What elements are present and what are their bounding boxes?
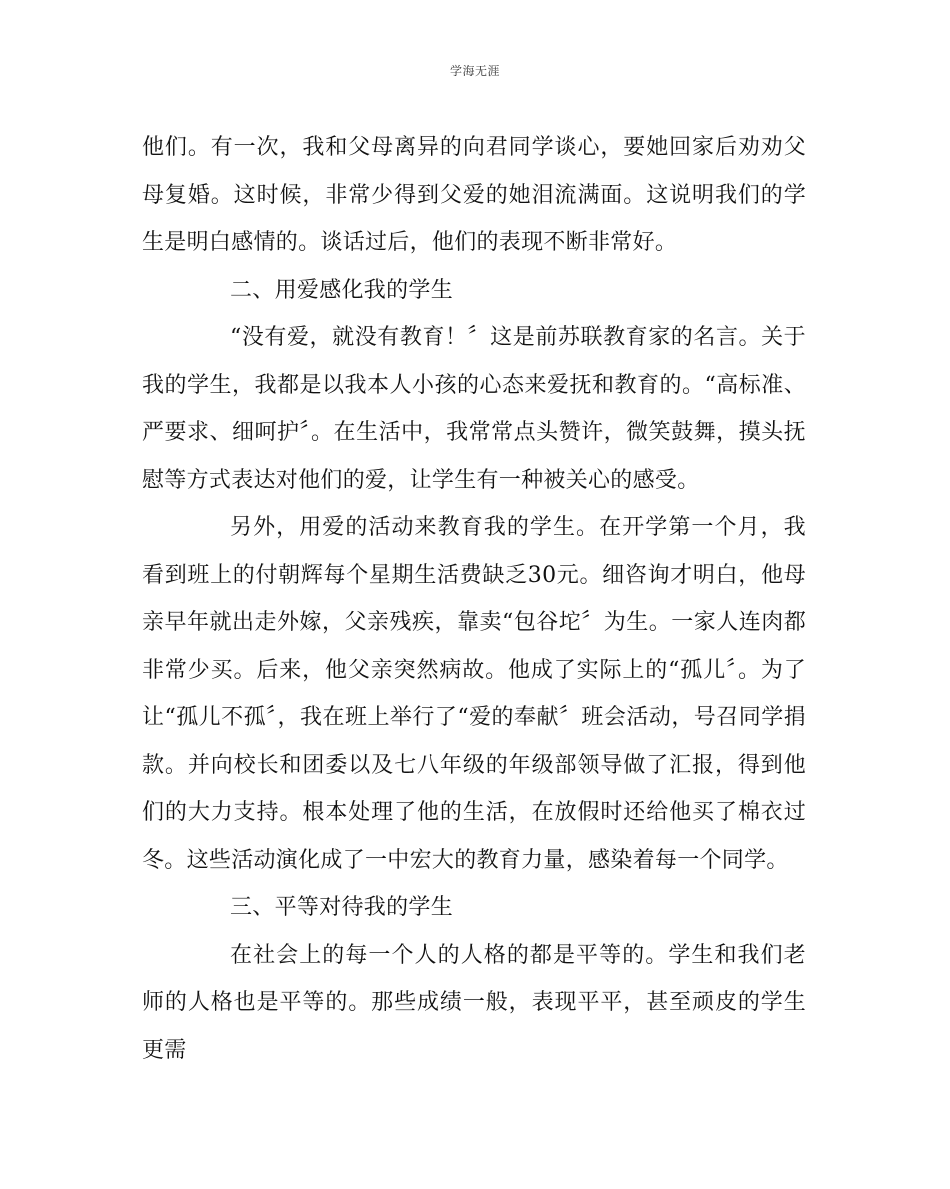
paragraph-equality: 在社会上的每一个人的人格的都是平等的。学生和我们老师的人格也是平等的。那些成绩一般，表现平平，甚至顽皮的学生更需 — [142, 942, 806, 1063]
paragraph-love-education: “没有爱，就没有教育！〞这是前苏联教育家的名言。关于我的学生，我都是以我本人小孩的心态来爱抚和教育的。“高标准、严要求、细呵护〞。在生活中，我常常点头赞许，微笑鼓舞，摸头抚慰等方式表达对他们的爱，让学生有一种被关心的感受。 — [142, 325, 806, 493]
section-heading-3: 三、平等对待我的学生 — [230, 895, 454, 920]
paragraph-continuation: 他们。有一次，我和父母离异的向君同学谈心，要她回家后劝劝父母复婚。这时候，非常少得到父爱的她泪流满面。这说明我们的学生是明白感情的。谈话过后，他们的表现不断非常好。 — [142, 135, 806, 255]
section-heading-2: 二、用爱感化我的学生 — [230, 277, 454, 303]
paragraph-love-activities: 另外，用爱的活动来教育我的学生。在开学第一个月，我看到班上的付朝辉每个星期生活费缺乏30元。细咨询才明白，他母亲早年就出走外嫁，父亲残疾，靠卖“包谷坨〞为生。一家人连肉都非常少买。后来，他父亲突然病故。他成了实际上的“孤儿〞。为了让“孤儿不孤〞，我在班上举行了“爱的奉献〞班会活动，号召同学捐款。并向校长和团委以及七八年级的年级部领导做了汇报，得到他们的大力支持。根本处理了他的生活，在放假时还给他买了棉衣过冬。这些活动演化成了一中宏大的教育力量，感染着每一个同学。 — [142, 515, 806, 873]
page-header: 学海无涯 — [449, 64, 500, 78]
document-body — [142, 124, 806, 1074]
